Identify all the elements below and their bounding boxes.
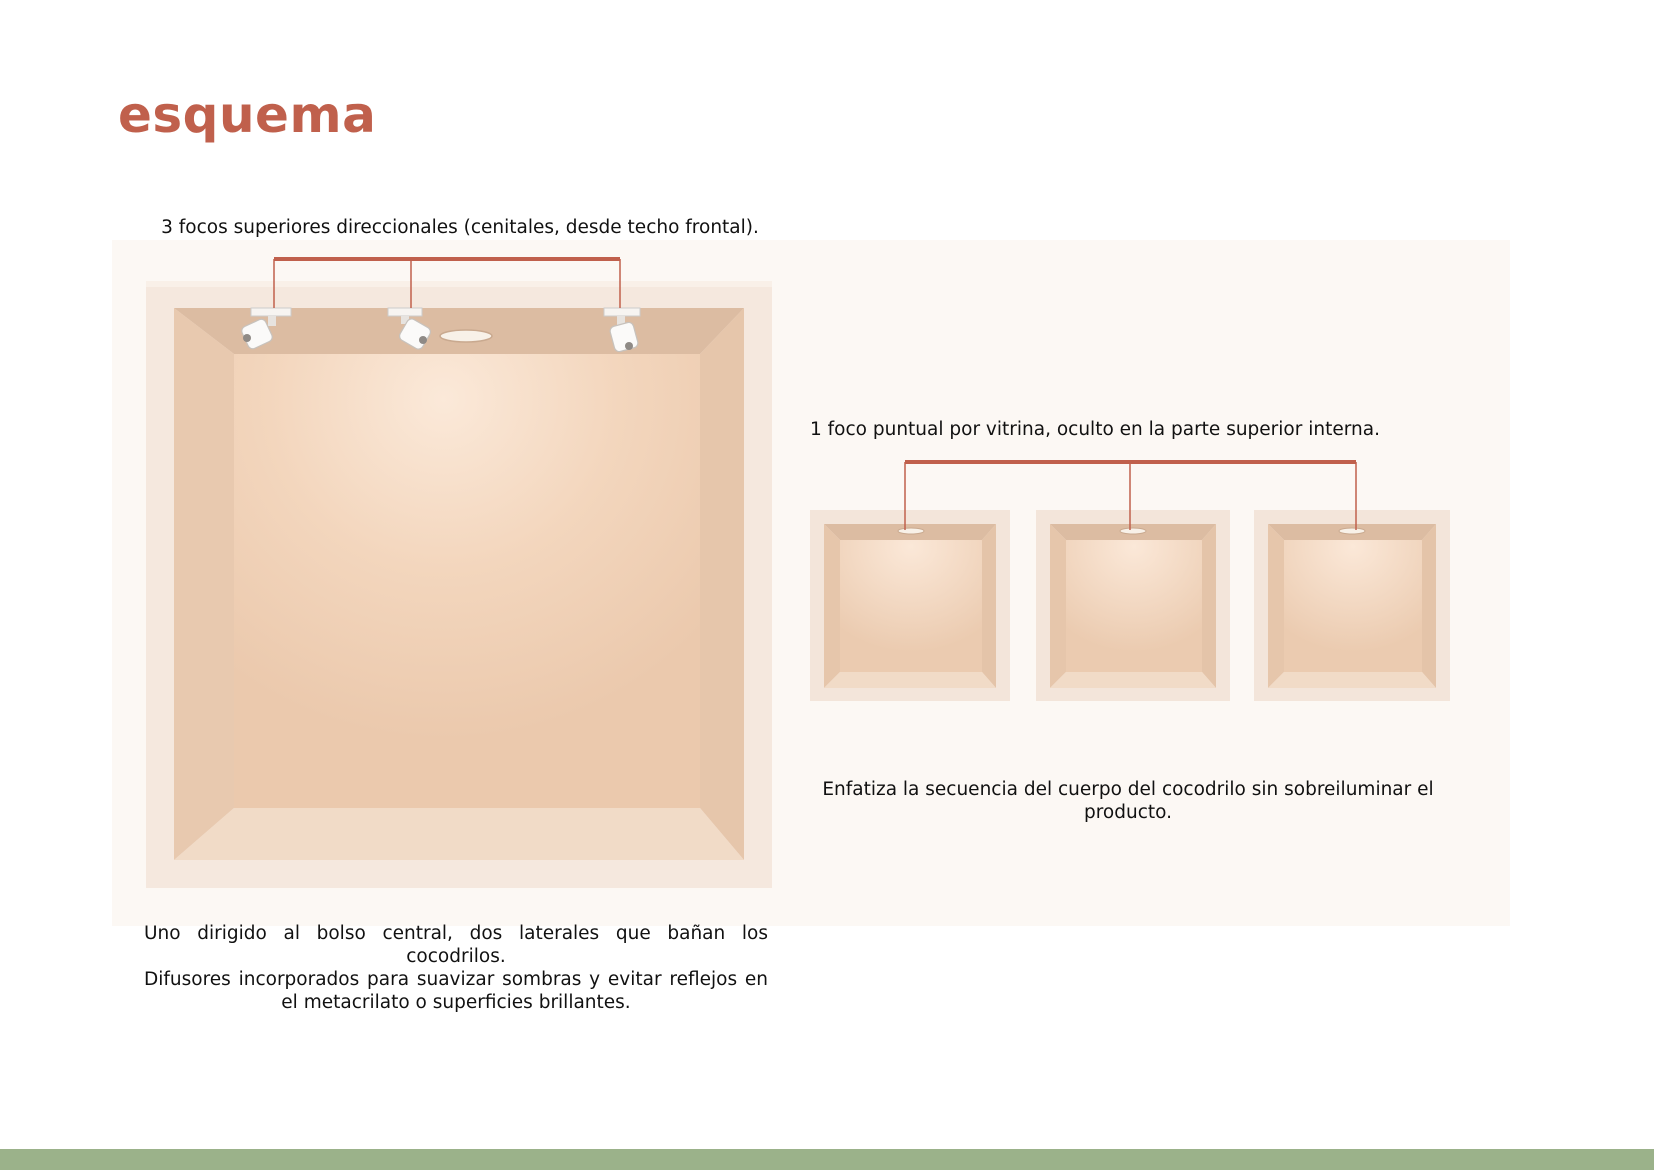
footer-band: [0, 1149, 1654, 1170]
small-display-niche-1: [810, 510, 1010, 701]
right-effect-label: Enfatiza la secuencia del cuerpo del cocodrilo sin sobreiluminar el producto.: [822, 779, 1434, 823]
bottom-description-line1: Uno dirigido al bolso central, dos laterales que bañan los cocodrilos.: [144, 923, 768, 967]
small-display-niche-3: [1254, 510, 1450, 701]
right-spot-label: 1 foco puntual por vitrina, oculto en la parte superior interna.: [810, 419, 1380, 440]
bottom-description-line2: Difusores incorporados para suavizar sombras y evitar reflejos en el metacrilato o superficies brillantes.: [144, 969, 768, 1013]
page-title: esquema: [118, 86, 377, 144]
bottom-description: [144, 922, 768, 1014]
top-spots-label: 3 focos superiores direccionales (cenitales, desde techo frontal).: [161, 217, 759, 238]
large-display-niche: [146, 281, 772, 888]
small-display-niche-2: [1036, 510, 1230, 701]
